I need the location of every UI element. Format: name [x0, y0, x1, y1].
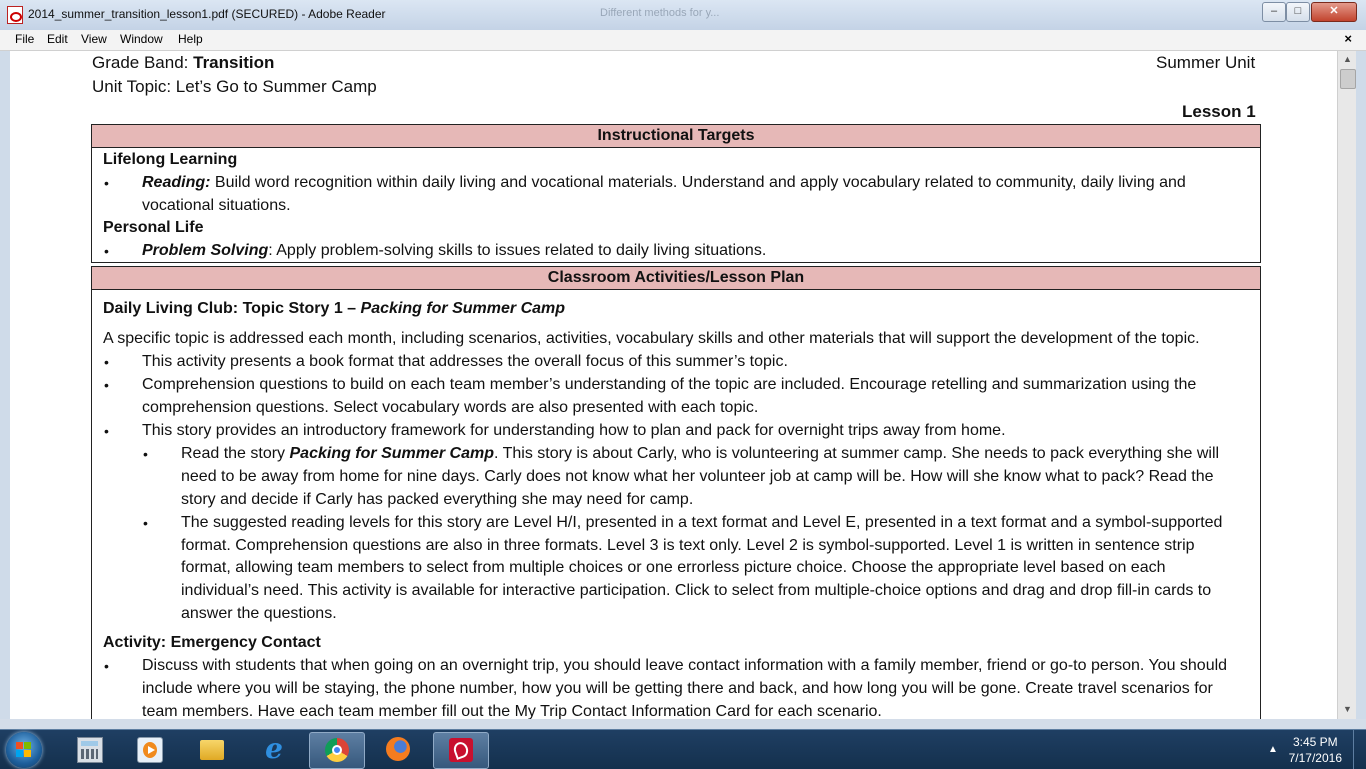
pdf-file-icon — [7, 6, 23, 24]
reading-target-cont: vocational situations. — [142, 197, 291, 214]
activity-bullet-2-cont: comprehension questions. Select vocabulary words are also presented with each topic. — [142, 399, 759, 416]
bullet: • — [143, 515, 148, 531]
window-title: 2014_summer_transition_lesson1.pdf (SECURED) - Adobe Reader — [28, 7, 386, 21]
emergency-contact-heading: Activity: Emergency Contact — [103, 634, 321, 651]
bullet: • — [104, 175, 109, 191]
taskbar-calculator[interactable] — [62, 732, 116, 767]
document-page[interactable] — [10, 51, 1337, 719]
chrome-icon — [325, 738, 349, 762]
sub-bullet-2-cont2: format, allowing team members to select from multiple choices or one errorless picture choice. Choose the appropriate level based on each — [181, 559, 1166, 576]
bullet: • — [104, 243, 109, 259]
lifelong-learning-heading: Lifelong Learning — [103, 151, 238, 168]
ghost-tab-text: Different methods for y... — [600, 7, 720, 19]
menu-view[interactable]: View — [81, 32, 107, 46]
unit-label: Summer Unit — [1156, 53, 1256, 72]
unit-topic: Unit Topic: Let’s Go to Summer Camp — [92, 77, 377, 96]
internet-explorer-icon: e — [265, 732, 283, 765]
taskbar-explorer[interactable] — [185, 732, 239, 767]
media-player-icon — [137, 737, 163, 763]
adobe-reader-icon — [449, 738, 473, 762]
clock-date: 7/17/2016 — [1288, 751, 1342, 765]
menu-window[interactable]: Window — [120, 32, 163, 46]
sub-bullet-2: The suggested reading levels for this story are Level H/I, presented in a text format and Level E, presented in a text format and a symbol-supported — [181, 514, 1223, 531]
lesson-number: Lesson 1 — [1182, 102, 1256, 121]
bullet: • — [104, 658, 109, 674]
sub-bullet-2-cont: format. Comprehension questions are also in three formats. Level 3 is text only. Level 2 is symbol-supported. Level 1 is written in sentence strip — [181, 537, 1195, 554]
intro-text: A specific topic is addressed each month, including scenarios, activities, vocabulary skills and other materials that will support the development of the topic. — [103, 330, 1200, 347]
bullet: • — [143, 446, 148, 462]
taskbar-media-player[interactable] — [122, 732, 176, 767]
sub-bullet-1-cont2: story and decide if Carly has packed everything she may need for camp. — [181, 491, 694, 508]
emergency-bullet-cont: include where you will be staying, the phone number, how you will be getting there and back, and how long you will be gone. Create travel scenarios for — [142, 680, 1213, 697]
taskbar-chrome[interactable] — [309, 732, 365, 769]
instructional-targets-title: Instructional Targets — [92, 125, 1260, 148]
clock-time: 3:45 PM — [1292, 735, 1338, 749]
reading-target: Reading: Build word recognition within daily living and vocational materials. Understand and apply vocabulary related to community, daily living and — [142, 174, 1186, 191]
sub-bullet-1-cont: need to be away from home for nine days. Carly does not know what her volunteer job at camp will be. How will she know what to pack? Read the — [181, 468, 1214, 485]
windows-logo-icon — [16, 742, 32, 758]
topic-story-heading: Daily Living Club: Topic Story 1 – Packing for Summer Camp — [103, 300, 566, 317]
taskbar-adobe-reader[interactable] — [433, 732, 489, 769]
sub-bullet-2-cont3: individual’s need. This activity is available for interactive participation. Click to select from multiple-choice options and drag and drop fill-in cards to — [181, 582, 1212, 599]
emergency-bullet-cont2: team members. Have each team member fill out the My Trip Contact Information Card for each scenario. — [142, 703, 882, 719]
scroll-thumb[interactable] — [1340, 69, 1356, 89]
taskbar-internet-explorer[interactable] — [247, 732, 301, 767]
bullet: • — [104, 423, 109, 439]
window-frame-right — [1356, 51, 1366, 719]
calculator-icon — [77, 737, 103, 763]
grade-band: Grade Band: Transition — [92, 53, 275, 72]
bullet: • — [104, 377, 109, 393]
activity-bullet-3: This story provides an introductory framework for understanding how to plan and pack for overnight trips away from home. — [142, 422, 1006, 439]
activity-bullet-1: This activity presents a book format that addresses the overall focus of this summer’s topic. — [142, 353, 788, 370]
activity-bullet-2: Comprehension questions to build on each team member’s understanding of the topic are included. Encourage retelling and summarization using the — [142, 376, 1197, 393]
firefox-icon — [386, 737, 410, 761]
classroom-activities-title: Classroom Activities/Lesson Plan — [92, 267, 1260, 290]
window-frame-bottom — [0, 719, 1366, 729]
taskbar-clock[interactable] — [1289, 734, 1342, 766]
show-desktop-button[interactable] — [1353, 730, 1366, 769]
scroll-up-icon[interactable]: ▲ — [1343, 54, 1352, 64]
menu-edit[interactable]: Edit — [47, 32, 68, 46]
personal-life-heading: Personal Life — [103, 219, 204, 236]
taskbar-firefox[interactable] — [371, 732, 425, 767]
scroll-down-icon[interactable]: ▼ — [1343, 704, 1352, 714]
menu-file[interactable]: File — [15, 32, 35, 46]
sub-bullet-1: Read the story Packing for Summer Camp. This story is about Carly, who is volunteering at summer camp. She needs to pack everything she will — [181, 445, 1220, 462]
vertical-scrollbar[interactable] — [1337, 51, 1357, 719]
close-document-icon[interactable]: × — [1344, 31, 1352, 46]
title-bar — [0, 0, 1366, 31]
close-button[interactable]: ✕ — [1311, 2, 1357, 22]
tray-expand-icon[interactable]: ▲ — [1268, 744, 1278, 755]
sub-bullet-2-cont4: answer the questions. — [181, 605, 337, 622]
maximize-button[interactable]: □ — [1286, 2, 1310, 22]
problem-solving-target: Problem Solving: Apply problem-solving skills to issues related to daily living situations. — [142, 242, 767, 259]
minimize-button[interactable]: – — [1262, 2, 1286, 22]
menu-bar — [0, 30, 1366, 51]
bullet: • — [104, 354, 109, 370]
start-button[interactable] — [6, 732, 42, 768]
menu-help[interactable]: Help — [178, 32, 203, 46]
taskbar — [0, 729, 1366, 769]
emergency-bullet: Discuss with students that when going on an overnight trip, you should leave contact information with a family member, friend or go-to person. You should — [142, 657, 1228, 674]
folder-icon — [200, 740, 224, 760]
